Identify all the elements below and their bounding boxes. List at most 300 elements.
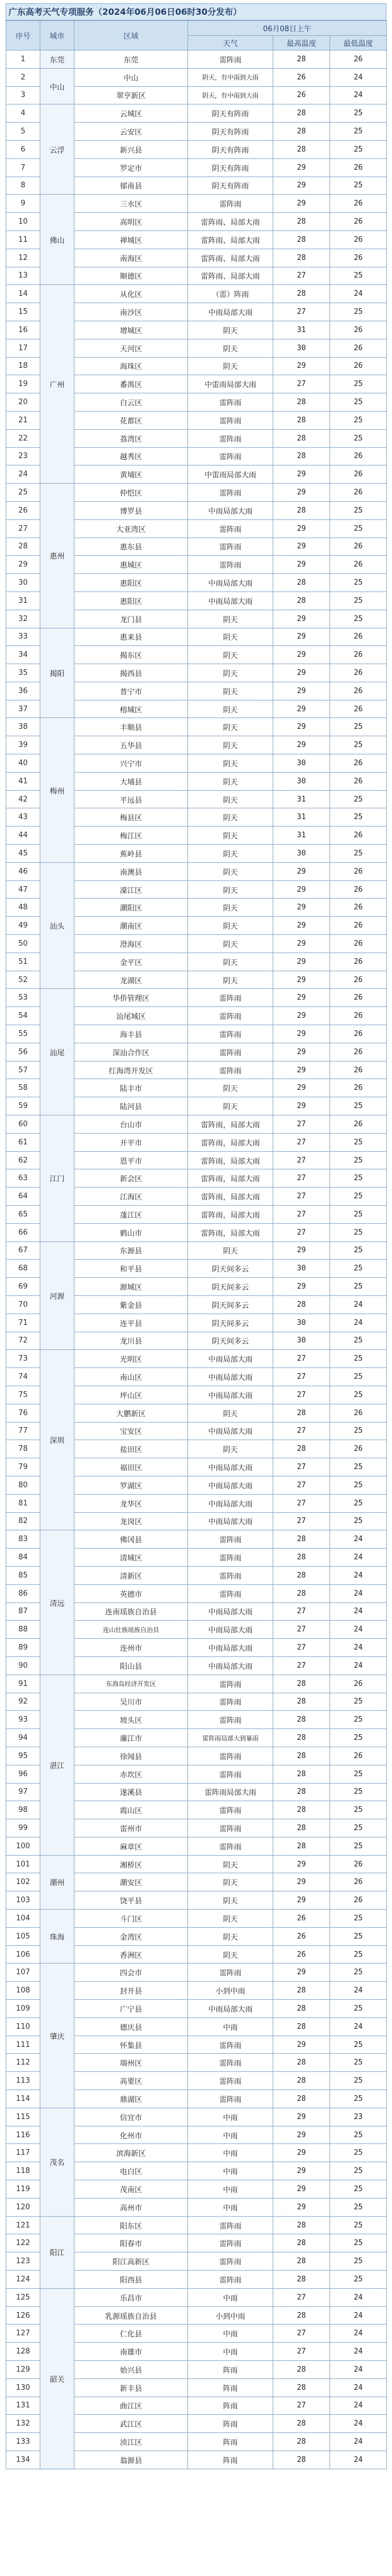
weather-cell: 阴天间多云: [188, 1278, 273, 1296]
district-cell: 高明区: [74, 213, 188, 231]
city-cell: 阳江: [40, 2216, 74, 2288]
low-temp-cell: 24: [330, 2451, 387, 2469]
high-temp-cell: 29: [273, 989, 330, 1007]
high-temp-cell: 27: [273, 1422, 330, 1440]
district-cell: 大埔县: [74, 772, 188, 790]
weather-cell: 阴天: [188, 1945, 273, 1964]
district-cell: 新会区: [74, 1169, 188, 1188]
weather-cell: 阴天: [188, 1910, 273, 1928]
row-index: 99: [6, 1819, 40, 1837]
high-temp-cell: 31: [273, 826, 330, 845]
district-cell: 阳山县: [74, 1656, 188, 1675]
row-index: 70: [6, 1295, 40, 1314]
district-cell: 翁源县: [74, 2451, 188, 2469]
high-temp-cell: 28: [273, 2451, 330, 2469]
row-index: 115: [6, 2108, 40, 2126]
district-cell: 遂溪县: [74, 1783, 188, 1801]
high-temp-cell: 28: [273, 1693, 330, 1711]
row-index: 9: [6, 195, 40, 213]
row-index: 105: [6, 1927, 40, 1945]
district-cell: 白云区: [74, 393, 188, 412]
row-index: 65: [6, 1206, 40, 1224]
high-temp-cell: 27: [273, 1350, 330, 1368]
weather-cell: 雷阵雨，局部大雨: [188, 1188, 273, 1206]
low-temp-cell: 25: [330, 1332, 387, 1350]
district-cell: 陆丰市: [74, 1079, 188, 1097]
low-temp-cell: 25: [330, 1693, 387, 1711]
low-temp-cell: 25: [330, 1169, 387, 1188]
high-temp-cell: 28: [273, 1440, 330, 1458]
high-temp-cell: 29: [273, 1097, 330, 1115]
low-temp-cell: 26: [330, 195, 387, 213]
weather-cell: 阴天: [188, 899, 273, 917]
high-temp-cell: 29: [273, 628, 330, 646]
low-temp-cell: 24: [330, 1656, 387, 1675]
high-temp-cell: 26: [273, 68, 330, 86]
row-index: 43: [6, 808, 40, 826]
district-cell: 郁南县: [74, 177, 188, 195]
weather-cell: 阴天间多云: [188, 1314, 273, 1332]
low-temp-cell: 24: [330, 285, 387, 303]
low-temp-cell: 25: [330, 375, 387, 393]
weather-cell: 雷阵雨，局部大雨: [188, 1115, 273, 1134]
low-temp-cell: 25: [330, 1241, 387, 1260]
high-temp-cell: 29: [273, 2108, 330, 2126]
district-cell: 花都区: [74, 411, 188, 429]
district-cell: 乐昌市: [74, 2288, 188, 2306]
table-row: [6, 1241, 387, 1260]
district-cell: 雷州市: [74, 1819, 188, 1837]
low-temp-cell: 26: [330, 213, 387, 231]
high-temp-cell: 29: [273, 1079, 330, 1097]
low-temp-cell: 26: [330, 339, 387, 357]
low-temp-cell: 26: [330, 664, 387, 682]
high-temp-cell: 27: [273, 267, 330, 285]
high-temp-cell: 27: [273, 1188, 330, 1206]
weather-cell: 雷阵雨，局部大雨: [188, 1169, 273, 1188]
row-index: 3: [6, 86, 40, 104]
page-title: 广东高考天气专项服务（2024年06月06日06时30分发布）: [6, 3, 386, 20]
low-temp-cell: 24: [330, 1295, 387, 1314]
header-index: 序号: [6, 21, 40, 51]
district-cell: 罗定市: [74, 158, 188, 177]
low-temp-cell: 26: [330, 1007, 387, 1025]
weather-cell: 雷阵雨: [188, 1693, 273, 1711]
low-temp-cell: 25: [330, 1783, 387, 1801]
row-index: 48: [6, 899, 40, 917]
high-temp-cell: 28: [273, 140, 330, 158]
low-temp-cell: 25: [330, 2252, 387, 2271]
row-index: 23: [6, 447, 40, 465]
district-cell: 香洲区: [74, 1945, 188, 1964]
low-temp-cell: 24: [330, 1549, 387, 1567]
table-row: [6, 2216, 387, 2234]
row-index: 78: [6, 1440, 40, 1458]
district-cell: 普宁市: [74, 682, 188, 700]
low-temp-cell: 25: [330, 267, 387, 285]
high-temp-cell: 28: [273, 1765, 330, 1783]
weather-cell: 中雨局部大雨: [188, 574, 273, 592]
weather-cell: 雷阵雨: [188, 1837, 273, 1855]
district-cell: 江海区: [74, 1188, 188, 1206]
district-cell: 封开县: [74, 1982, 188, 2000]
low-temp-cell: 25: [330, 1801, 387, 1819]
district-cell: 揭西县: [74, 664, 188, 682]
row-index: 55: [6, 1025, 40, 1043]
weather-cell: 雷阵雨: [188, 2054, 273, 2072]
district-cell: 麻章区: [74, 1837, 188, 1855]
row-index: 95: [6, 1747, 40, 1765]
weather-cell: 雷阵雨: [188, 1964, 273, 1982]
district-cell: 吴川市: [74, 1693, 188, 1711]
high-temp-cell: 28: [273, 2415, 330, 2433]
district-cell: 南海区: [74, 249, 188, 267]
low-temp-cell: 26: [330, 1025, 387, 1043]
high-temp-cell: 28: [273, 2252, 330, 2271]
row-index: 87: [6, 1602, 40, 1621]
high-temp-cell: 27: [273, 375, 330, 393]
city-cell: 云浮: [40, 104, 74, 195]
district-cell: 宝安区: [74, 1422, 188, 1440]
low-temp-cell: 25: [330, 1927, 387, 1945]
high-temp-cell: 29: [273, 646, 330, 664]
district-cell: 潮南区: [74, 917, 188, 935]
low-temp-cell: 25: [330, 610, 387, 628]
row-index: 28: [6, 538, 40, 556]
high-temp-cell: 28: [273, 2433, 330, 2451]
district-cell: 源城区: [74, 1278, 188, 1296]
weather-cell: 阵雨: [188, 2415, 273, 2433]
row-index: 41: [6, 772, 40, 790]
low-temp-cell: 24: [330, 1639, 387, 1657]
weather-cell: 阵雨: [188, 2433, 273, 2451]
high-temp-cell: 27: [273, 1458, 330, 1476]
weather-cell: 中雨: [188, 2288, 273, 2306]
low-temp-cell: 24: [330, 1584, 387, 1602]
weather-cell: 阴天，有中雨到大雨: [188, 68, 273, 86]
high-temp-cell: 27: [273, 1115, 330, 1134]
row-index: 84: [6, 1549, 40, 1567]
row-index: 131: [6, 2397, 40, 2415]
district-cell: 惠来县: [74, 628, 188, 646]
weather-cell: 阴天: [188, 357, 273, 375]
district-cell: 龙门县: [74, 610, 188, 628]
district-cell: 平远县: [74, 790, 188, 808]
high-temp-cell: 27: [273, 1206, 330, 1224]
weather-cell: 阴天: [188, 682, 273, 700]
weather-cell: 阴天: [188, 736, 273, 754]
high-temp-cell: 29: [273, 917, 330, 935]
weather-cell: 阴天有阵雨: [188, 140, 273, 158]
high-temp-cell: 29: [273, 1043, 330, 1061]
table-body: [6, 51, 387, 2469]
weather-cell: 阵雨: [188, 2397, 273, 2415]
district-cell: 南山区: [74, 1368, 188, 1386]
low-temp-cell: 25: [330, 2162, 387, 2180]
low-temp-cell: 26: [330, 899, 387, 917]
high-temp-cell: 29: [273, 177, 330, 195]
high-temp-cell: 26: [273, 1927, 330, 1945]
row-index: 20: [6, 393, 40, 412]
row-index: 5: [6, 123, 40, 141]
district-cell: 台山市: [74, 1115, 188, 1134]
row-index: 10: [6, 213, 40, 231]
high-temp-cell: 31: [273, 808, 330, 826]
low-temp-cell: 26: [330, 321, 387, 339]
high-temp-cell: 29: [273, 519, 330, 538]
district-cell: 番禺区: [74, 375, 188, 393]
weather-cell: 中雨局部大雨: [188, 591, 273, 610]
weather-cell: 阴天: [188, 1097, 273, 1115]
weather-cell: 阴天: [188, 1079, 273, 1097]
weather-cell: 雷阵雨: [188, 447, 273, 465]
weather-cell: 阴天: [188, 754, 273, 773]
district-cell: 黄埔区: [74, 465, 188, 484]
high-temp-cell: 28: [273, 123, 330, 141]
district-cell: 光明区: [74, 1350, 188, 1368]
row-index: 54: [6, 1007, 40, 1025]
weather-cell: 雷阵雨: [188, 556, 273, 574]
low-temp-cell: 25: [330, 2180, 387, 2199]
low-temp-cell: 24: [330, 2397, 387, 2415]
row-index: 104: [6, 1910, 40, 1928]
high-temp-cell: 26: [273, 1945, 330, 1964]
low-temp-cell: 25: [330, 2072, 387, 2090]
row-index: 30: [6, 574, 40, 592]
weather-cell: 雷阵雨: [188, 1043, 273, 1061]
district-cell: 东海岛经济开发区: [74, 1675, 188, 1693]
high-temp-cell: 29: [273, 1061, 330, 1079]
weather-cell: 阴天: [188, 1241, 273, 1260]
district-cell: 越秀区: [74, 447, 188, 465]
district-cell: 三水区: [74, 195, 188, 213]
district-cell: 化州市: [74, 2126, 188, 2144]
row-index: 130: [6, 2378, 40, 2397]
high-temp-cell: 28: [273, 1711, 330, 1729]
table-row: [6, 2288, 387, 2306]
row-index: 1: [6, 51, 40, 69]
row-index: 121: [6, 2216, 40, 2234]
weather-cell: 雷阵雨: [188, 484, 273, 502]
district-cell: 云城区: [74, 104, 188, 123]
row-index: 56: [6, 1043, 40, 1061]
high-temp-cell: 30: [273, 845, 330, 863]
low-temp-cell: 23: [330, 2108, 387, 2126]
high-temp-cell: 29: [273, 195, 330, 213]
row-index: 66: [6, 1223, 40, 1241]
low-temp-cell: 26: [330, 447, 387, 465]
district-cell: 福田区: [74, 1458, 188, 1476]
low-temp-cell: 25: [330, 303, 387, 321]
weather-cell: 阴天: [188, 790, 273, 808]
high-temp-cell: 28: [273, 2306, 330, 2325]
high-temp-cell: 28: [273, 1801, 330, 1819]
low-temp-cell: 26: [330, 158, 387, 177]
low-temp-cell: 24: [330, 2325, 387, 2343]
weather-cell: 雷阵雨，局部大雨: [188, 1206, 273, 1224]
row-index: 106: [6, 1945, 40, 1964]
high-temp-cell: 28: [273, 285, 330, 303]
low-temp-cell: 25: [330, 2271, 387, 2289]
city-cell: 潮州: [40, 1855, 74, 1909]
high-temp-cell: 29: [273, 1007, 330, 1025]
low-temp-cell: 25: [330, 104, 387, 123]
header-high: 最高温度: [273, 36, 330, 51]
district-cell: 浈江区: [74, 2433, 188, 2451]
high-temp-cell: 27: [273, 303, 330, 321]
weather-cell: 雷阵雨: [188, 2072, 273, 2090]
low-temp-cell: 26: [330, 465, 387, 484]
weather-cell: 阴天有阵雨: [188, 104, 273, 123]
weather-cell: 雷阵雨: [188, 538, 273, 556]
district-cell: 东源县: [74, 1241, 188, 1260]
high-temp-cell: 28: [273, 2000, 330, 2018]
high-temp-cell: 27: [273, 1169, 330, 1188]
district-cell: 阳春市: [74, 2234, 188, 2252]
district-cell: 五华县: [74, 736, 188, 754]
low-temp-cell: 25: [330, 2144, 387, 2162]
weather-cell: 雷阵雨: [188, 2234, 273, 2252]
weather-cell: 阴天: [188, 917, 273, 935]
high-temp-cell: 28: [273, 1530, 330, 1549]
row-index: 21: [6, 411, 40, 429]
district-cell: 连州市: [74, 1639, 188, 1657]
table-row: [6, 1964, 387, 1982]
weather-cell: 雷阵雨: [188, 411, 273, 429]
low-temp-cell: 26: [330, 700, 387, 718]
table-row: [6, 1910, 387, 1928]
low-temp-cell: 24: [330, 2017, 387, 2036]
district-cell: 禅城区: [74, 230, 188, 249]
row-index: 86: [6, 1584, 40, 1602]
city-cell: 中山: [40, 68, 74, 104]
row-index: 4: [6, 104, 40, 123]
row-index: 101: [6, 1855, 40, 1873]
district-cell: 蓬江区: [74, 1206, 188, 1224]
low-temp-cell: 25: [330, 718, 387, 736]
high-temp-cell: 28: [273, 447, 330, 465]
low-temp-cell: 25: [330, 2198, 387, 2216]
high-temp-cell: 29: [273, 1025, 330, 1043]
weather-cell: 阴天间多云: [188, 1295, 273, 1314]
weather-cell: 雷阵雨: [188, 1061, 273, 1079]
table-row: [6, 989, 387, 1007]
weather-cell: 中雨: [188, 2325, 273, 2343]
low-temp-cell: 24: [330, 1530, 387, 1549]
district-cell: 金湾区: [74, 1927, 188, 1945]
district-cell: 天河区: [74, 339, 188, 357]
low-temp-cell: 25: [330, 1512, 387, 1530]
high-temp-cell: 27: [273, 2343, 330, 2361]
high-temp-cell: 28: [273, 51, 330, 69]
low-temp-cell: 25: [330, 411, 387, 429]
district-cell: 新丰县: [74, 2378, 188, 2397]
table-row: [6, 718, 387, 736]
row-index: 53: [6, 989, 40, 1007]
low-temp-cell: 25: [330, 2216, 387, 2234]
district-cell: 四会市: [74, 1964, 188, 1982]
weather-cell: 雷阵雨: [188, 2252, 273, 2271]
row-index: 33: [6, 628, 40, 646]
weather-cell: 阴天间多云: [188, 1260, 273, 1278]
row-index: 24: [6, 465, 40, 484]
high-temp-cell: 28: [273, 1295, 330, 1314]
high-temp-cell: 27: [273, 1223, 330, 1241]
high-temp-cell: 28: [273, 393, 330, 412]
high-temp-cell: 29: [273, 556, 330, 574]
row-index: 89: [6, 1639, 40, 1657]
district-cell: 梅县区: [74, 808, 188, 826]
district-cell: 坪山区: [74, 1386, 188, 1404]
row-index: 111: [6, 2036, 40, 2054]
district-cell: 海丰县: [74, 1025, 188, 1043]
high-temp-cell: 31: [273, 321, 330, 339]
high-temp-cell: 27: [273, 1386, 330, 1404]
high-temp-cell: 29: [273, 718, 330, 736]
high-temp-cell: 29: [273, 2126, 330, 2144]
low-temp-cell: 26: [330, 989, 387, 1007]
low-temp-cell: 25: [330, 140, 387, 158]
weather-cell: 中雨局部大雨: [188, 303, 273, 321]
district-cell: 连南瑶族自治县: [74, 1602, 188, 1621]
low-temp-cell: 25: [330, 591, 387, 610]
low-temp-cell: 24: [330, 1314, 387, 1332]
high-temp-cell: 28: [273, 2216, 330, 2234]
high-temp-cell: 28: [273, 1729, 330, 1747]
weather-cell: 阴天: [188, 339, 273, 357]
row-index: 32: [6, 610, 40, 628]
low-temp-cell: 25: [330, 2090, 387, 2108]
high-temp-cell: 29: [273, 610, 330, 628]
row-index: 57: [6, 1061, 40, 1079]
row-index: 27: [6, 519, 40, 538]
city-cell: 佛山: [40, 195, 74, 285]
weather-cell: 雷阵雨: [188, 1584, 273, 1602]
low-temp-cell: 24: [330, 2433, 387, 2451]
weather-cell: 雷阵雨，局部大雨: [188, 1151, 273, 1169]
district-cell: 始兴县: [74, 2361, 188, 2379]
district-cell: 电白区: [74, 2162, 188, 2180]
district-cell: 潮安区: [74, 1873, 188, 1891]
weather-cell: 阴天: [188, 826, 273, 845]
header-period: 06月08日上午: [188, 21, 387, 36]
header-city: 城市: [40, 21, 74, 51]
low-temp-cell: 24: [330, 1982, 387, 2000]
row-index: 14: [6, 285, 40, 303]
weather-cell: 阴天有阵雨: [188, 123, 273, 141]
row-index: 34: [6, 646, 40, 664]
low-temp-cell: 25: [330, 2126, 387, 2144]
weather-cell: 雷阵雨: [188, 51, 273, 69]
row-index: 44: [6, 826, 40, 845]
district-cell: 乳源瑶族自治县: [74, 2306, 188, 2325]
low-temp-cell: 24: [330, 1621, 387, 1639]
high-temp-cell: 27: [273, 2397, 330, 2415]
low-temp-cell: 25: [330, 1386, 387, 1404]
row-index: 76: [6, 1404, 40, 1422]
low-temp-cell: 26: [330, 484, 387, 502]
high-temp-cell: 29: [273, 880, 330, 899]
weather-cell: 雷阵雨: [188, 195, 273, 213]
high-temp-cell: 28: [273, 1549, 330, 1567]
low-temp-cell: 25: [330, 1964, 387, 1982]
district-cell: 饶平县: [74, 1891, 188, 1910]
high-temp-cell: 27: [273, 1621, 330, 1639]
low-temp-cell: 25: [330, 1910, 387, 1928]
high-temp-cell: 28: [273, 1982, 330, 2000]
row-index: 2: [6, 68, 40, 86]
low-temp-cell: 26: [330, 1079, 387, 1097]
